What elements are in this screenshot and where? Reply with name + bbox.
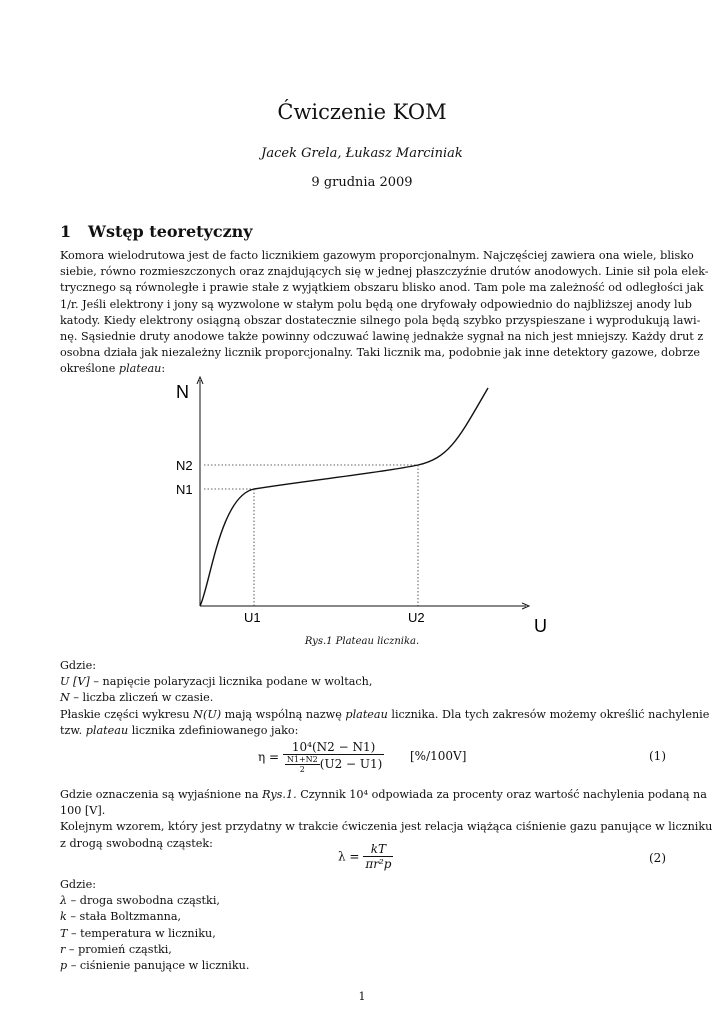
intro-line: katody. Kiedy elektrony osiągną obszar dostatecznie silnego pola będą szybko przyspieszane i wyprodukują lawi- <box>60 313 701 327</box>
def-text: – droga swobodna cząstki, <box>67 894 220 908</box>
math-symbol: N(U) <box>193 707 222 721</box>
def-text: – promień cząstki, <box>65 942 172 956</box>
def-item <box>60 893 666 909</box>
intro-paragraph <box>60 248 709 378</box>
text-span: mają wspólną nazwę <box>221 707 346 721</box>
eq1-denominator <box>283 755 384 774</box>
eq1-fraction <box>283 740 384 774</box>
section-title: Wstęp teoretyczny <box>88 222 253 241</box>
eq1-number: (1) <box>649 749 666 763</box>
def-item <box>60 958 666 974</box>
definitions-2 <box>60 877 666 974</box>
def-symbol: r <box>60 942 66 956</box>
def-text: – stała Boltzmanna, <box>66 910 182 924</box>
intro-line: trycznego są równoległe i prawie stałe z wyjątkiem obszaru blisko anod. Tam pole ma zależność od odległości jak <box>60 281 704 295</box>
intro-line: osobna działa jak niezależny licznik proporcjonalny. Taki licznik ma, podobnie jak inne detektory gazowe, dobrze <box>60 346 700 360</box>
def-symbol: p <box>60 959 68 973</box>
def-item <box>60 942 666 958</box>
date: 9 grudnia 2009 <box>311 175 413 190</box>
text-span: Czynnik 10⁴ odpowiada za procenty oraz wartość nachylenia podaną na <box>296 788 707 801</box>
y-axis-label: N <box>176 382 189 402</box>
eq1-unit: [%/100V] <box>410 749 467 763</box>
def-u-symbol: U [V] <box>60 675 90 689</box>
intro-line: siebie, równo rozmieszczonych oraz znajdujących się w jednej płaszczyźnie drutów anodowych. Linie sił pola elek- <box>60 265 709 279</box>
def-symbol: λ <box>60 894 68 908</box>
def-u-text: – napięcie polaryzacji licznika podane w woltach, <box>89 675 373 689</box>
def-n <box>60 690 666 706</box>
eq2-lhs: λ = <box>338 849 360 864</box>
def-u <box>60 674 666 690</box>
x-tick-u1: U1 <box>244 610 261 625</box>
eq1-lhs: η = <box>258 750 280 764</box>
after-eq1-line-2: 100 [V]. <box>60 804 106 818</box>
italic-ref: Rys.1. <box>262 788 297 801</box>
eq2-denominator: πr²p <box>365 857 392 871</box>
intro-last-italic: plateau <box>118 362 162 376</box>
italic-term: plateau <box>85 723 129 737</box>
section-heading <box>60 222 253 241</box>
figure-caption: Rys.1 Plateau licznika. <box>304 636 420 647</box>
intro-line: Komora wielodrutowa jest de facto licznikiem gazowym proporcjonalnym. Najczęściej zawiera ona wiele, blisko <box>60 249 694 262</box>
plateau-figure <box>160 376 560 634</box>
plateau-curve <box>200 388 488 606</box>
eq1-inner-den: 2 <box>299 765 305 774</box>
def-n-text: – liczba zliczeń w czasie. <box>69 691 214 705</box>
intro-line: nę. Sąsiednie druty anodowe także powinny odczuwać lawinę jednakże sygnał na nich jest mniejszy. Każdy drut z <box>60 330 704 344</box>
x-axis-label: U <box>534 616 547 634</box>
document-title: Ćwiczenie KOM <box>277 100 447 124</box>
def-text: – temperatura w liczniku, <box>67 926 216 940</box>
plateau-line-1 <box>60 707 710 723</box>
text-span: licznika zdefiniowanego jako: <box>128 723 299 737</box>
text-span: licznika. Dla tych zakresów możemy określić nachylenie <box>387 707 710 721</box>
y-tick-n2: N2 <box>176 458 193 473</box>
def-n-symbol: N <box>60 691 70 705</box>
text-span: Płaskie części wykresu <box>60 707 194 721</box>
eq2-fraction <box>363 842 393 871</box>
def-item <box>60 909 666 925</box>
intro-last-prefix: określone <box>60 362 119 376</box>
text-span: Gdzie oznaczenia są wyjaśnione na <box>60 788 263 801</box>
definitions-1 <box>60 658 710 739</box>
eq1-denominator-rest: (U2 − U1) <box>319 757 383 771</box>
def-symbol: T <box>60 926 68 940</box>
after-eq1-line <box>60 787 707 803</box>
text-span: tzw. <box>60 723 86 737</box>
eq2-numerator: kT <box>363 842 393 857</box>
def-text: – ciśnienie panujące w liczniku. <box>67 959 250 973</box>
intro-last-suffix: : <box>161 362 166 376</box>
equation-2 <box>338 842 393 871</box>
eq1-numerator: 10⁴(N2 − N1) <box>283 740 384 755</box>
gdzie-label: Gdzie: <box>60 878 96 891</box>
italic-term: plateau <box>345 707 388 721</box>
def-item <box>60 926 666 942</box>
intro-line: 1/r. Jeśli elektrony i jony są wyzwolone w stałym polu będą one dryfowały odpowiednio do najbliższej anody lub <box>60 297 692 311</box>
authors: Jacek Grela, Łukasz Marciniak <box>261 146 463 161</box>
page-number: 1 <box>358 990 366 1003</box>
def-symbol: k <box>60 910 67 924</box>
gdzie-label: Gdzie: <box>60 659 96 672</box>
plateau-line-2 <box>60 723 666 739</box>
equation-1 <box>258 740 384 774</box>
eq2-number: (2) <box>649 851 666 865</box>
eq1-inner-fraction <box>285 755 320 774</box>
next-line-2: z drogą swobodną cząstek: <box>60 836 213 850</box>
x-tick-u2: U2 <box>408 610 425 625</box>
eq1-inner-num: N1+N2 <box>286 755 318 764</box>
y-tick-n1: N1 <box>176 482 193 497</box>
section-number: 1 <box>60 222 72 241</box>
next-line-1: Kolejnym wzorem, który jest przydatny w trakcie ćwiczenia jest relacja wiążąca ciśnienie gazu panujące w liczniku <box>60 820 713 834</box>
